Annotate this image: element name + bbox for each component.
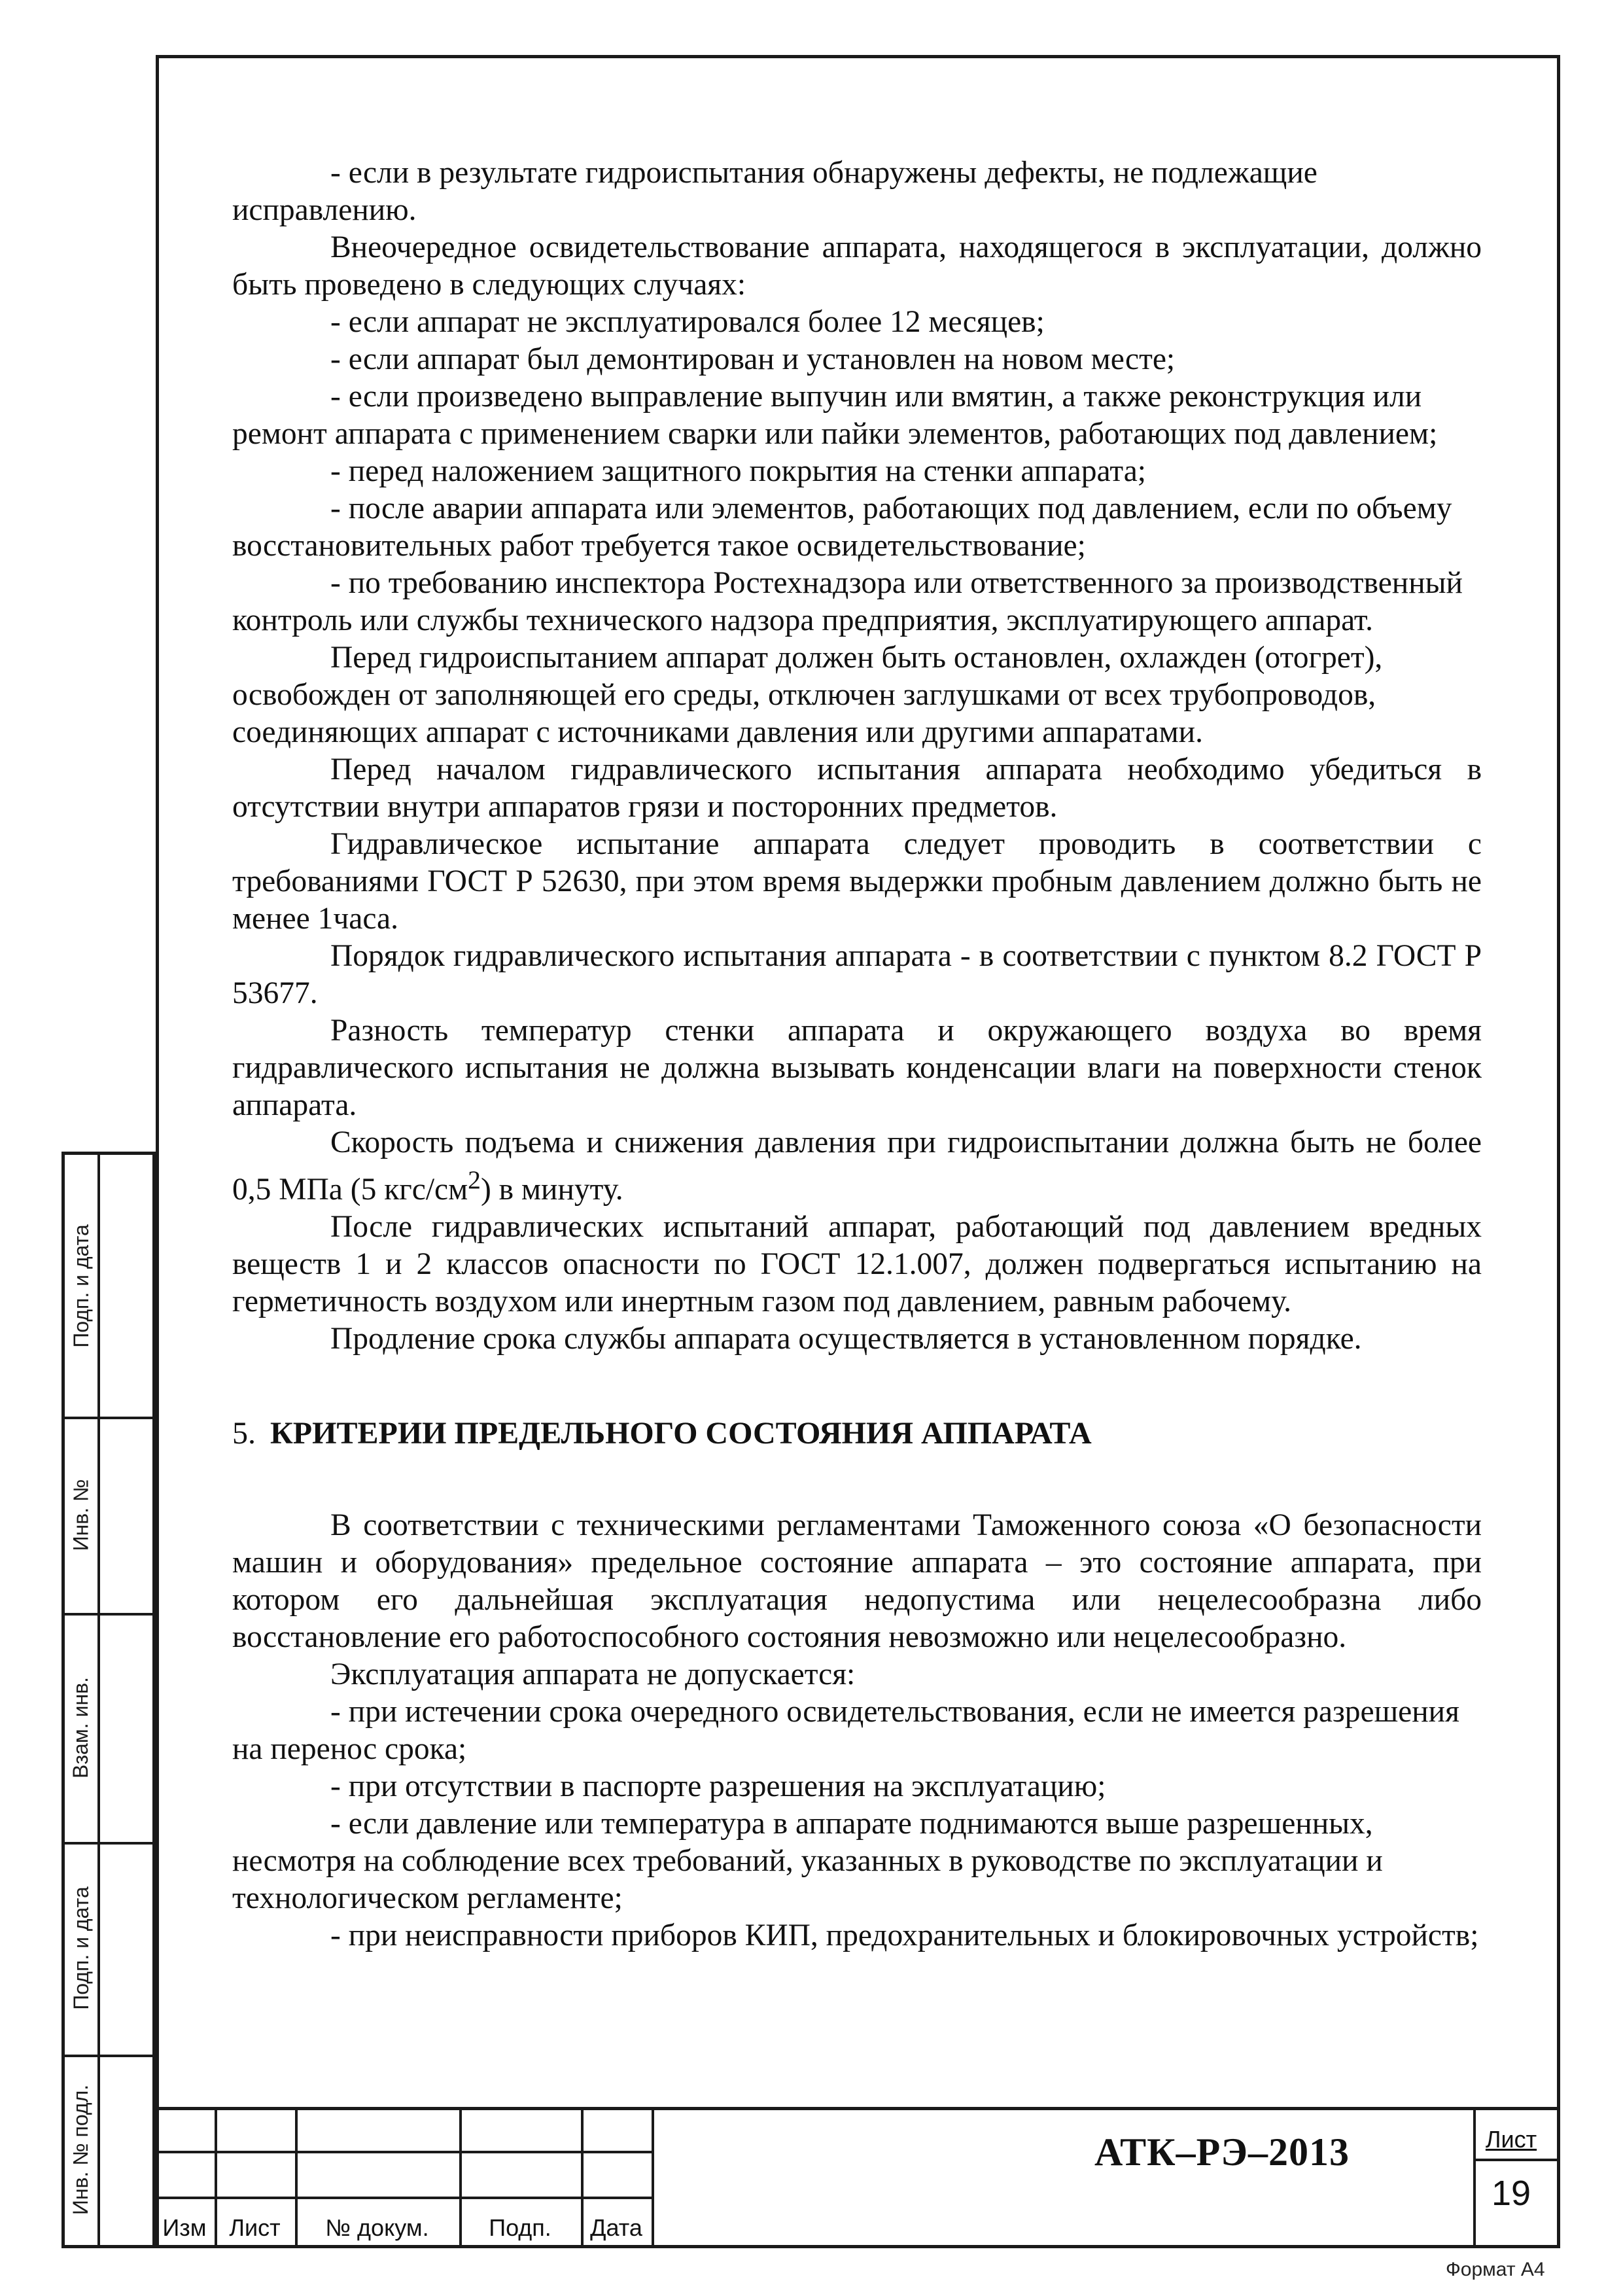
document-id: АТК–РЭ–2013 bbox=[1094, 2130, 1350, 2174]
paragraph: Перед началом гидравлического испытания аппарата необходимо убедиться в отсутствии внутри аппаратов грязи и посторонних предметов. bbox=[232, 752, 1482, 824]
paragraph: После гидравлических испытаний аппарат, работающий под давлением вредных веществ 1 и 2 классов опасности по ГОСТ 12.1.007, должен подвергаться испытанию на герметичность воздухом или инертным газом под давлением, равным рабочему. bbox=[232, 1209, 1482, 1318]
col-doc-label: № докум. bbox=[325, 2214, 429, 2241]
tb-row-line bbox=[156, 2197, 652, 2199]
col-change-label: Изм bbox=[162, 2214, 207, 2241]
col-date-label: Дата bbox=[590, 2214, 642, 2241]
paragraph: В соответствии с техническими регламентами Таможенного союза «О безопасности машин и оборудования» предельное состояние аппарата – это состояние аппарата, при котором его дальнейшая эксплуатация недопустима или нецелесообразна либо восстановление его работоспособного состояния невозможно или нецелесообразно. bbox=[232, 1508, 1482, 1654]
list-item: - при неисправности приборов КИП, предохранительных и блокировочных устройств; bbox=[330, 1918, 1479, 1952]
list-item: - перед наложением защитного покрытия на стенки аппарата; bbox=[330, 454, 1146, 488]
tb-row-line bbox=[156, 2151, 652, 2153]
stamp-label-sign-date-2: Подп. и дата bbox=[69, 1886, 93, 2010]
stamp-label-inv-no-orig: Инв. № подл. bbox=[69, 2084, 93, 2215]
document-body bbox=[232, 154, 1482, 1954]
paragraph: Порядок гидравлического испытания аппарата - в соответствии с пунктом 8.2 ГОСТ Р 53677. bbox=[232, 939, 1482, 1010]
stamp-label-sign-date: Подп. и дата bbox=[69, 1224, 93, 1348]
list-item: - если давление или температура в аппарате поднимаются выше разрешенных, несмотря на соблюдение всех требований, указанных в руководстве по эксплуатации и технологическом регламенте; bbox=[232, 1806, 1383, 1915]
format-label: Формат А4 bbox=[1446, 2259, 1545, 2280]
paragraph: Продление срока службы аппарата осуществляется в установленном порядке. bbox=[330, 1321, 1362, 1356]
tb-col-line bbox=[652, 2110, 654, 2248]
paragraph: Гидравлическое испытание аппарата следует проводить в соответствии с требованиями ГОСТ Р 52630, при этом время выдержки пробным давлением должно быть не менее 1часа. bbox=[232, 827, 1482, 936]
list-item: - при истечении срока очередного освидетельствования, если не имеется разрешения на перенос срока; bbox=[232, 1694, 1459, 1766]
sheet-number: 19 bbox=[1491, 2174, 1531, 2213]
paragraph: Разность температур стенки аппарата и окружающего воздуха во время гидравлического испытания не должна вызывать конденсации влаги на поверхности стенок аппарата. bbox=[232, 1014, 1482, 1122]
stamp-label-inv-no: Инв. № bbox=[69, 1479, 93, 1551]
col-sign-label: Подп. bbox=[489, 2214, 551, 2241]
list-item: - если произведено выправление выпучин или вмятин, а также реконструкция или ремонт аппарата с применением сварки или пайки элементов, работающих под давлением; bbox=[232, 380, 1438, 451]
list-item: - по требованию инспектора Ростехнадзора или ответственного за производственный контроль или службы технического надзора предприятия, эксплуатирующего аппарат. bbox=[232, 566, 1463, 637]
list-item: - после аварии аппарата или элементов, работающих под давлением, если по объему восстановительных работ требуется такое освидетельствование; bbox=[232, 491, 1452, 563]
paragraph: Эксплуатация аппарата не допускается: bbox=[330, 1657, 856, 1691]
pressure-speed-text: Скорость подъема и снижения давления при гидроиспытании должна быть не более 0,5 МПа (5 кгс/см bbox=[232, 1125, 1482, 1207]
paragraph-pressure-speed bbox=[232, 1124, 1482, 1209]
paragraph: Перед гидроиспытанием аппарат должен быть остановлен, охлажден (отогрет), освобожден от заполняющей его среды, отключен заглушками от всех трубопроводов, соединяющих аппарат с источниками давления или другими аппаратами. bbox=[232, 641, 1383, 749]
sheet-label: Лист bbox=[1485, 2126, 1537, 2153]
pressure-speed-text-end: ) в минуту. bbox=[480, 1172, 623, 1207]
section-title: КРИТЕРИИ ПРЕДЕЛЬНОГО СОСТОЯНИЯ АППАРАТА bbox=[270, 1415, 1092, 1451]
section-heading bbox=[232, 1414, 1482, 1453]
side-stamp bbox=[61, 1152, 156, 2248]
paragraph: Внеочередное освидетельствование аппарата, находящегося в эксплуатации, должно быть проведено в следующих случаях: bbox=[232, 230, 1482, 302]
col-sheet-label: Лист bbox=[229, 2214, 281, 2241]
list-item: - если аппарат был демонтирован и установлен на новом месте; bbox=[330, 342, 1176, 376]
superscript: 2 bbox=[468, 1165, 481, 1194]
list-item: - если аппарат не эксплуатировался более 12 месяцев; bbox=[330, 305, 1045, 339]
list-item: - при отсутствии в паспорте разрешения на эксплуатацию; bbox=[330, 1769, 1106, 1803]
paragraph: - если в результате гидроиспытания обнаружены дефекты, не подлежащие исправлению. bbox=[232, 156, 1318, 227]
section-number: 5. bbox=[232, 1415, 256, 1451]
title-block bbox=[156, 2107, 1560, 2248]
stamp-label-exch-inv: Взам. инв. bbox=[69, 1676, 93, 1778]
